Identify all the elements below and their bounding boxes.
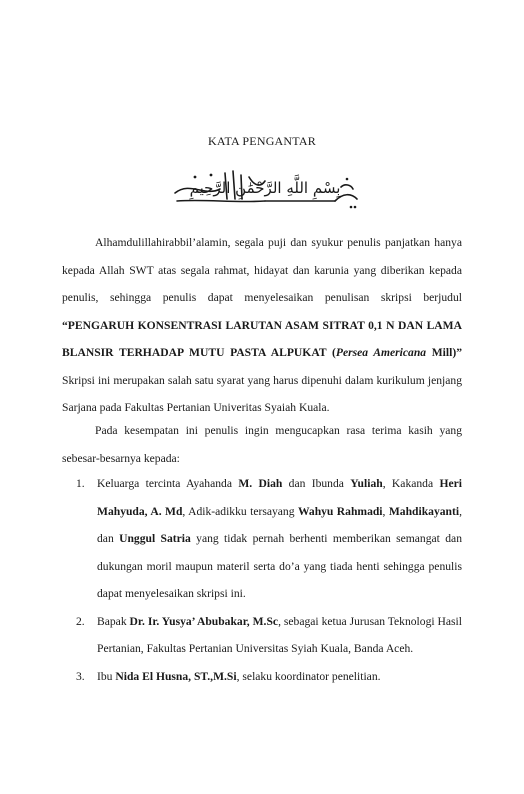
basmalah-calligraphy-icon [165,163,365,213]
list-number: 1. [76,477,85,490]
list-number: 3. [76,669,85,683]
list-item [76,608,462,663]
list-text: dan Ibunda [282,477,351,490]
paragraph-intro-closing: Skripsi ini merupakan salah satu syarat yang harus dipenuhi dalam kurikulum jenjang Sarjana pada Fakultas Pertanian Univeritas Syaiah Kuala. [62,373,462,414]
list-text: , selaku koordinator penelitian. [236,669,381,683]
person-name: Yuliah [350,477,383,490]
list-item [76,470,462,608]
list-text: Ibu [97,669,116,683]
person-name: Wahyu Rahmadi [297,504,383,518]
list-text: , sebagai ketua Jurusan Teknologi Hasil Pertanian, Fakultas Pertanian Universitas Syiah Kuala, Banda Aceh. [97,614,462,655]
person-name: Heri Mahyuda, A. Md [97,477,462,518]
list-text: Keluarga tercinta Ayahanda [97,477,239,490]
thesis-title-species: Persea Americana [335,346,427,359]
list-text: , dan [97,504,462,545]
thesis-title-end: Mill)” [426,346,462,359]
list-text: Bapak [97,614,130,628]
paragraph-intro-text: Alhamdulillahirabbil’alamin, segala puji dan syukur penulis panjatkan hanya kepada Allah SWT atas segala rahmat, hidayat dan karunia yang diberikan kepada penulis, sehingga penulis dapat menyelesaikan penulisan skripsi berjudul [62,236,462,304]
paragraph-intro [62,229,462,422]
thesis-title: “PENGARUH KONSENTRASI LARUTAN ASAM SITRAT 0,1 N DAN LAMA BLANSIR TERHADAP MUTU PASTA ALPUKAT ( [62,318,462,359]
list-text: , Adik-adikku tersayang [182,504,298,518]
list-item [76,663,462,691]
list-text: , Kakanda [382,477,440,490]
person-name: M. Diah [238,477,283,490]
basmalah-text: بِسْمِ اللَّهِ الرَّحْمَٰنِ الرَّحِيمِ [189,179,341,197]
page-title: KATA PENGANTAR [208,134,316,148]
thanks-list [76,470,462,690]
list-text: yang tidak pernah berhenti memberikan semangat dan dukungan moril maupun materil serta do’a yang tiada henti sehingga penulis dapat menyelesaikan skripsi ini. [97,532,462,600]
paragraph-thanks: Pada kesempatan ini penulis ingin mengucapkan rasa terima kasih yang sebesar-besarnya kepada: [62,424,462,465]
person-name: Dr. Ir. Yusya’ Abubakar, M.Sc [129,614,279,628]
list-text: , [382,504,389,518]
person-name: Nida El Husna, ST.,M.Si [115,669,237,683]
person-name: Mahdikayanti [388,504,460,518]
person-name: Unggul Satria [119,532,191,545]
list-number: 2. [76,614,85,628]
